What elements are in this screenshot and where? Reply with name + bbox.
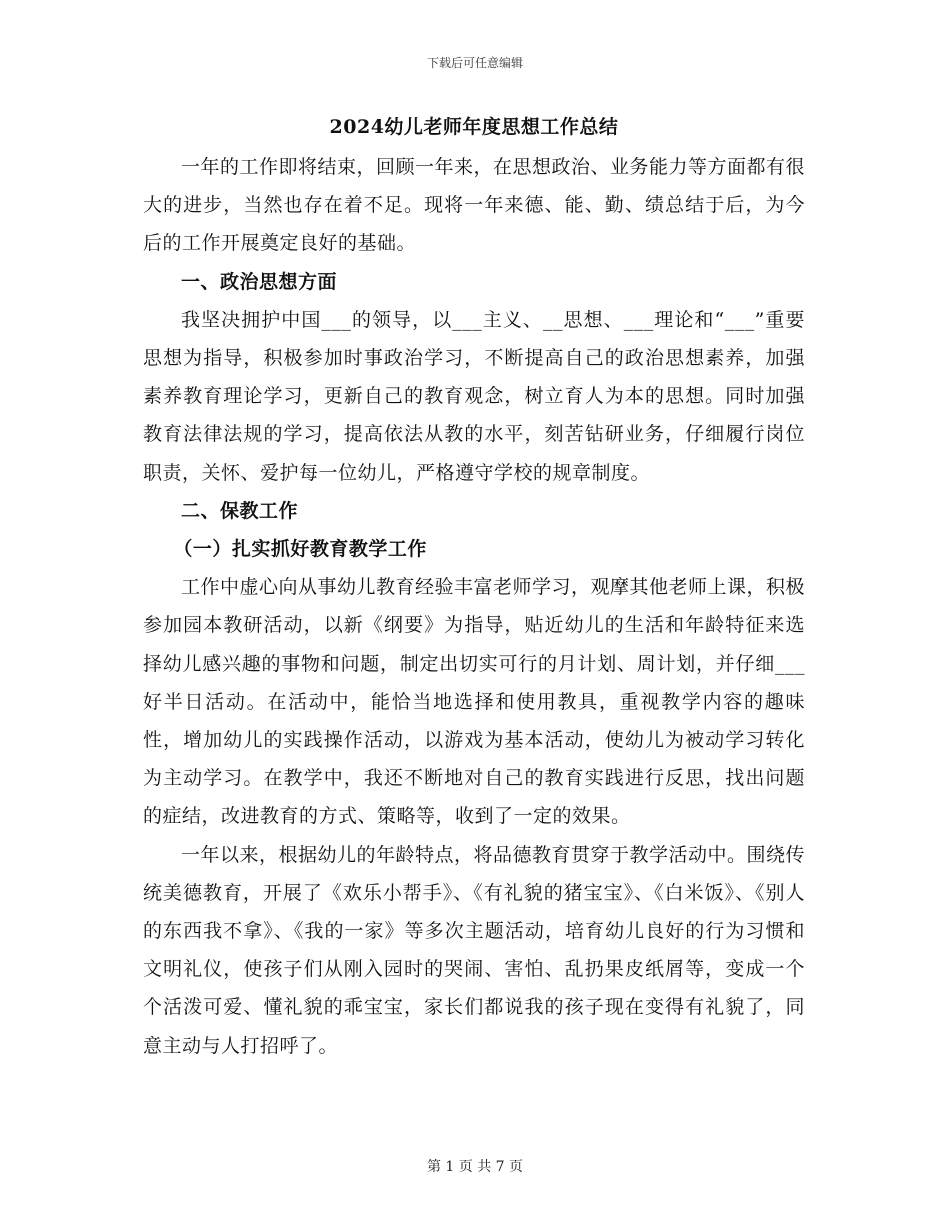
teaching-paragraph-1: 工作中虚心向从事幼儿教育经验丰富老师学习，观摩其他老师上课，积极参加园本教研活动，以新《纲要》为指导，贴近幼儿的生活和年龄特征来选择幼儿感兴趣的事物和问题，制定出切实可行的月计划、周计划，并仔细___好半日活动。在活动中，能恰当地选择和使用教具，重视教学内容的趣味性，增加幼儿的实践操作活动，以游戏为基本活动，使幼儿为被动学习转化为主动学习。在教学中，我还不断地对自己的教育实践进行反思，找出问题的症结，改进教育的方式、策略等，收到了一定的效果。 xyxy=(143,576,806,828)
page-header-note: 下载后可任意编辑 xyxy=(426,56,523,70)
page-number: 第 1 页 共 7 页 xyxy=(426,1159,524,1175)
section-heading-politics: 一、政治思想方面 xyxy=(181,270,338,293)
document-body xyxy=(143,112,805,1065)
section-heading-teaching: 二、保教工作 xyxy=(181,499,299,522)
subsection-heading-teaching-work: （一）扎实抓好教育教学工作 xyxy=(173,538,427,561)
document-title: 2024幼儿老师年度思想工作总结 xyxy=(329,116,619,138)
teaching-paragraph-2: 一年以来，根据幼儿的年龄特点，将品德教育贯穿于教学活动中。围绕传统美德教育，开展了《欢乐小帮手》、《有礼貌的猪宝宝》、《白米饭》、《别人的东西我不拿》、《我的一家》等多次主题活动，培育幼儿良好的行为习惯和文明礼仪，使孩子们从刚入园时的哭闹、害怕、乱扔果皮纸屑等，变成一个个活泼可爱、懂礼貌的乖宝宝，家长们都说我的孩子现在变得有礼貌了，同意主动与人打招呼了。 xyxy=(143,843,806,1057)
intro-paragraph: 一年的工作即将结束，回顾一年来，在思想政治、业务能力等方面都有很大的进步，当然也存在着不足。现将一年来德、能、勤、绩总结于后，为今后的工作开展奠定良好的基础。 xyxy=(143,156,806,255)
politics-paragraph: 我坚决拥护中国___的领导，以___主义、__思想、___理论和“___”重要思想为指导，积极参加时事政治学习，不断提高自己的政治思想素养，加强素养教育理论学习，更新自己的教育观念，树立育人为本的思想。同时加强教育法律法规的学习，提高依法从教的水平，刻苦钻研业务，仔细履行岗位职责，关怀、爱护每一位幼儿，严格遵守学校的规章制度。 xyxy=(143,308,805,484)
